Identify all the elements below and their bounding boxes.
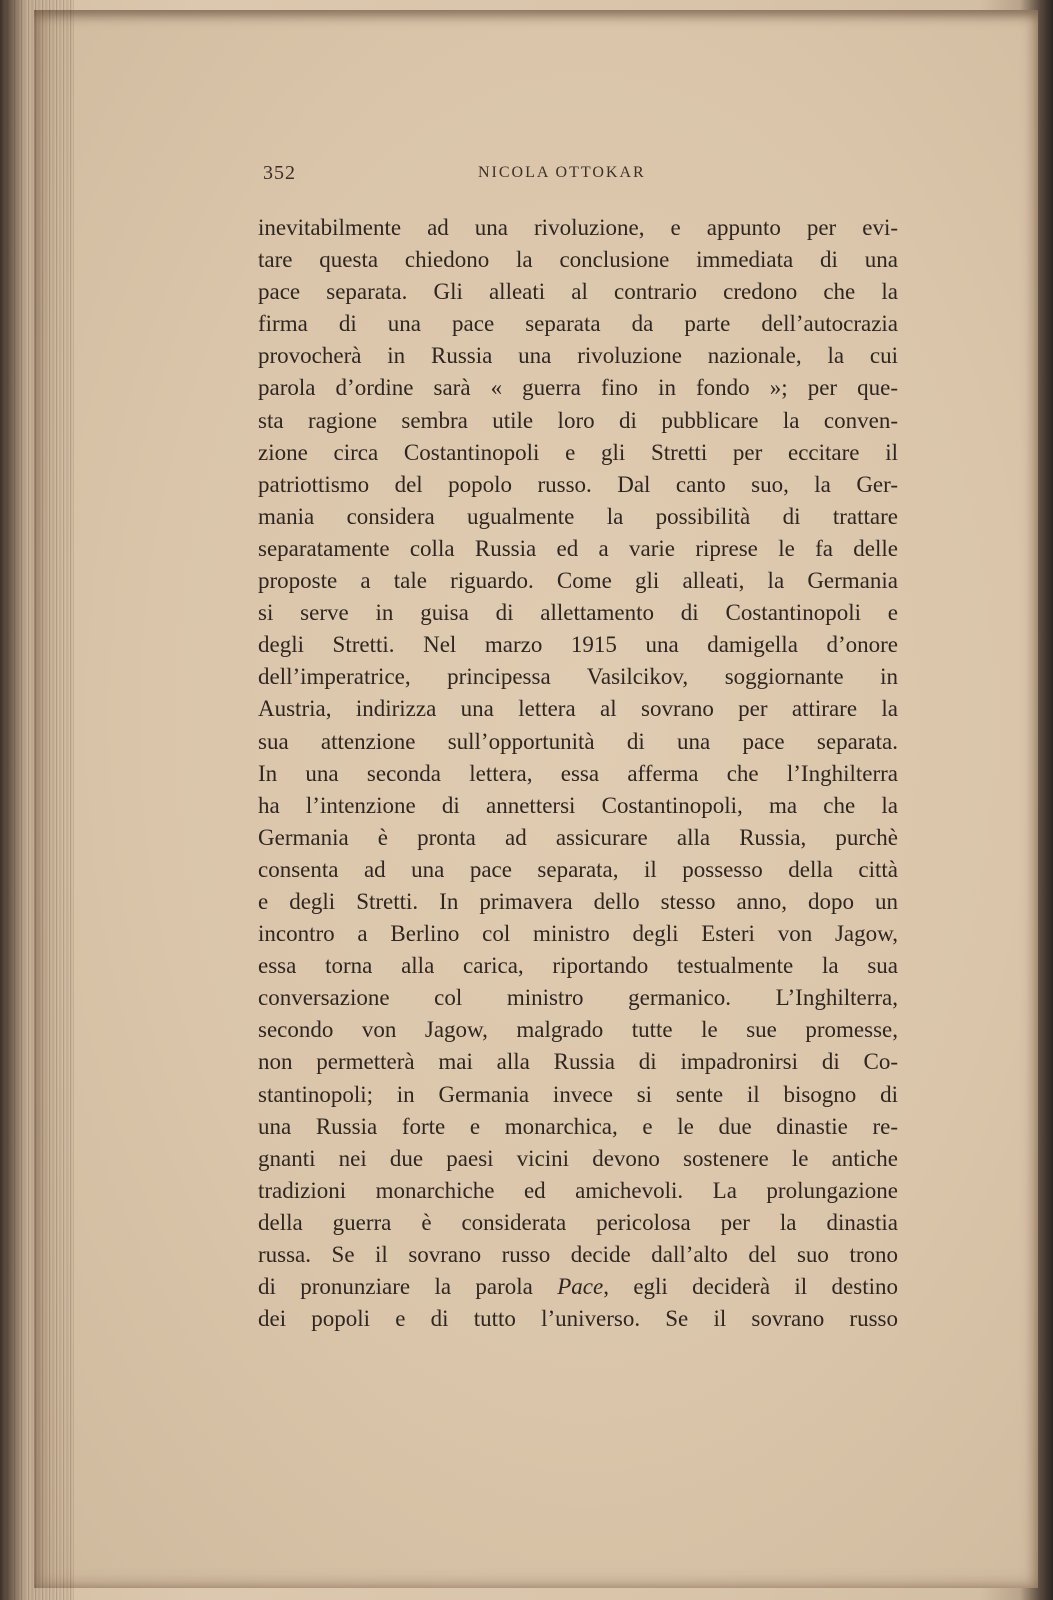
text-line — [258, 661, 898, 693]
text-segment: proposte a tale riguardo. Come gli alleati, la Germania — [258, 568, 898, 594]
text-segment: Austria, indirizza una lettera al sovrano per attirare la — [258, 696, 898, 722]
text-line — [258, 372, 898, 404]
text-line — [258, 1271, 898, 1303]
text-segment: provocherà in Russia una rivoluzione nazionale, la cui — [258, 343, 898, 369]
text-line — [258, 950, 898, 982]
text-line — [258, 437, 898, 469]
text-segment: sta ragione sembra utile loro di pubblicare la conven- — [258, 407, 898, 433]
running-head: NICOLA OTTOKAR — [478, 164, 646, 181]
text-line — [258, 1175, 898, 1207]
text-line — [258, 308, 898, 340]
text-segment: dell’imperatrice, principessa Vasilcikov, soggiornante in — [258, 664, 898, 690]
text-segment: dei popoli e di tutto l’universo. Se il sovrano russo — [258, 1306, 898, 1332]
text-line — [258, 501, 898, 533]
text-line — [258, 629, 898, 661]
text-line — [258, 212, 898, 244]
text-segment: degli Stretti. Nel marzo 1915 una damigella d’onore — [258, 632, 898, 658]
text-segment: In una seconda lettera, essa afferma che l’Inghilterra — [258, 760, 898, 786]
text-segment: tare questa chiedono la conclusione immediata di una — [258, 247, 898, 273]
text-line — [258, 726, 898, 758]
text-segment: gnanti nei due paesi vicini devono sostenere le antiche — [258, 1145, 898, 1171]
italic-word: Pace — [557, 1274, 604, 1300]
text-segment: patriottismo del popolo russo. Dal canto suo, la Ger- — [258, 471, 898, 497]
text-line — [258, 340, 898, 372]
text-segment: essa torna alla carica, riportando testualmente la sua — [258, 953, 898, 979]
text-segment: separatamente colla Russia ed a varie riprese le fa delle — [258, 535, 898, 561]
text-segment: russa. Se il sovrano russo decide dall’alto del suo trono — [258, 1242, 898, 1267]
text-segment: incontro a Berlino col ministro degli Esteri von Jagow, — [258, 921, 898, 947]
text-segment: firma di una pace separata da parte dell’autocrazia — [258, 311, 898, 337]
text-segment: conversazione col ministro germanico. L’Inghilterra, — [258, 985, 898, 1011]
text-line — [258, 565, 898, 597]
text-segment: Germania è pronta ad assicurare alla Russia, purchè — [258, 824, 898, 850]
text-line — [258, 469, 898, 501]
text-segment: , egli deciderà il destino — [603, 1274, 898, 1300]
text-line — [258, 1239, 898, 1271]
text-segment: non permetterà mai alla Russia di impadronirsi di Co- — [258, 1049, 898, 1075]
text-segment: stantinopoli; in Germania invece si sente il bisogno di — [258, 1081, 898, 1107]
text-segment: tradizioni monarchiche ed amichevoli. La prolungazione — [258, 1177, 898, 1203]
text-line — [258, 1303, 898, 1335]
text-line — [258, 790, 898, 822]
text-line — [258, 854, 898, 886]
text-line — [258, 405, 898, 437]
text-segment: pace separata. Gli alleati al contrario credono che la — [258, 279, 898, 305]
text-line — [258, 758, 898, 790]
text-line — [258, 1014, 898, 1046]
text-line — [258, 533, 898, 565]
page-number: 352 — [263, 162, 296, 184]
text-line — [258, 244, 898, 276]
text-line — [258, 1207, 898, 1239]
text-line — [258, 1111, 898, 1143]
text-segment: si serve in guisa di allettamento di Costantinopoli e — [258, 600, 898, 626]
text-line — [258, 693, 898, 725]
text-segment: ha l’intenzione di annettersi Costantinopoli, ma che la — [258, 792, 898, 818]
text-line — [258, 597, 898, 629]
text-line — [258, 822, 898, 854]
text-segment: inevitabilmente ad una rivoluzione, e appunto per evi- — [258, 215, 898, 240]
text-segment: della guerra è considerata pericolosa per la dinastia — [258, 1209, 898, 1235]
text-line — [258, 1079, 898, 1111]
text-segment: mania considera ugualmente la possibilità di trattare — [258, 503, 898, 529]
text-segment: zione circa Costantinopoli e gli Stretti per eccitare il — [258, 439, 898, 465]
text-line — [258, 1143, 898, 1175]
text-line — [258, 918, 898, 950]
text-segment: sua attenzione sull’opportunità di una pace separata. — [258, 728, 898, 754]
text-line — [258, 982, 898, 1014]
text-line — [258, 276, 898, 308]
text-line — [258, 886, 898, 918]
text-segment: e degli Stretti. In primavera dello stesso anno, dopo un — [258, 888, 898, 914]
text-segment: parola d’ordine sarà « guerra fino in fondo »; per que- — [258, 375, 898, 401]
text-segment: consenta ad una pace separata, il possesso della città — [258, 856, 898, 882]
text-segment: una Russia forte e monarchica, e le due dinastie re- — [258, 1113, 898, 1139]
page-header — [263, 162, 903, 188]
text-segment: di pronunziare la parola — [258, 1274, 558, 1300]
text-segment: secondo von Jagow, malgrado tutte le sue promesse, — [258, 1017, 898, 1043]
text-line — [258, 1046, 898, 1078]
body-text — [258, 212, 898, 1335]
